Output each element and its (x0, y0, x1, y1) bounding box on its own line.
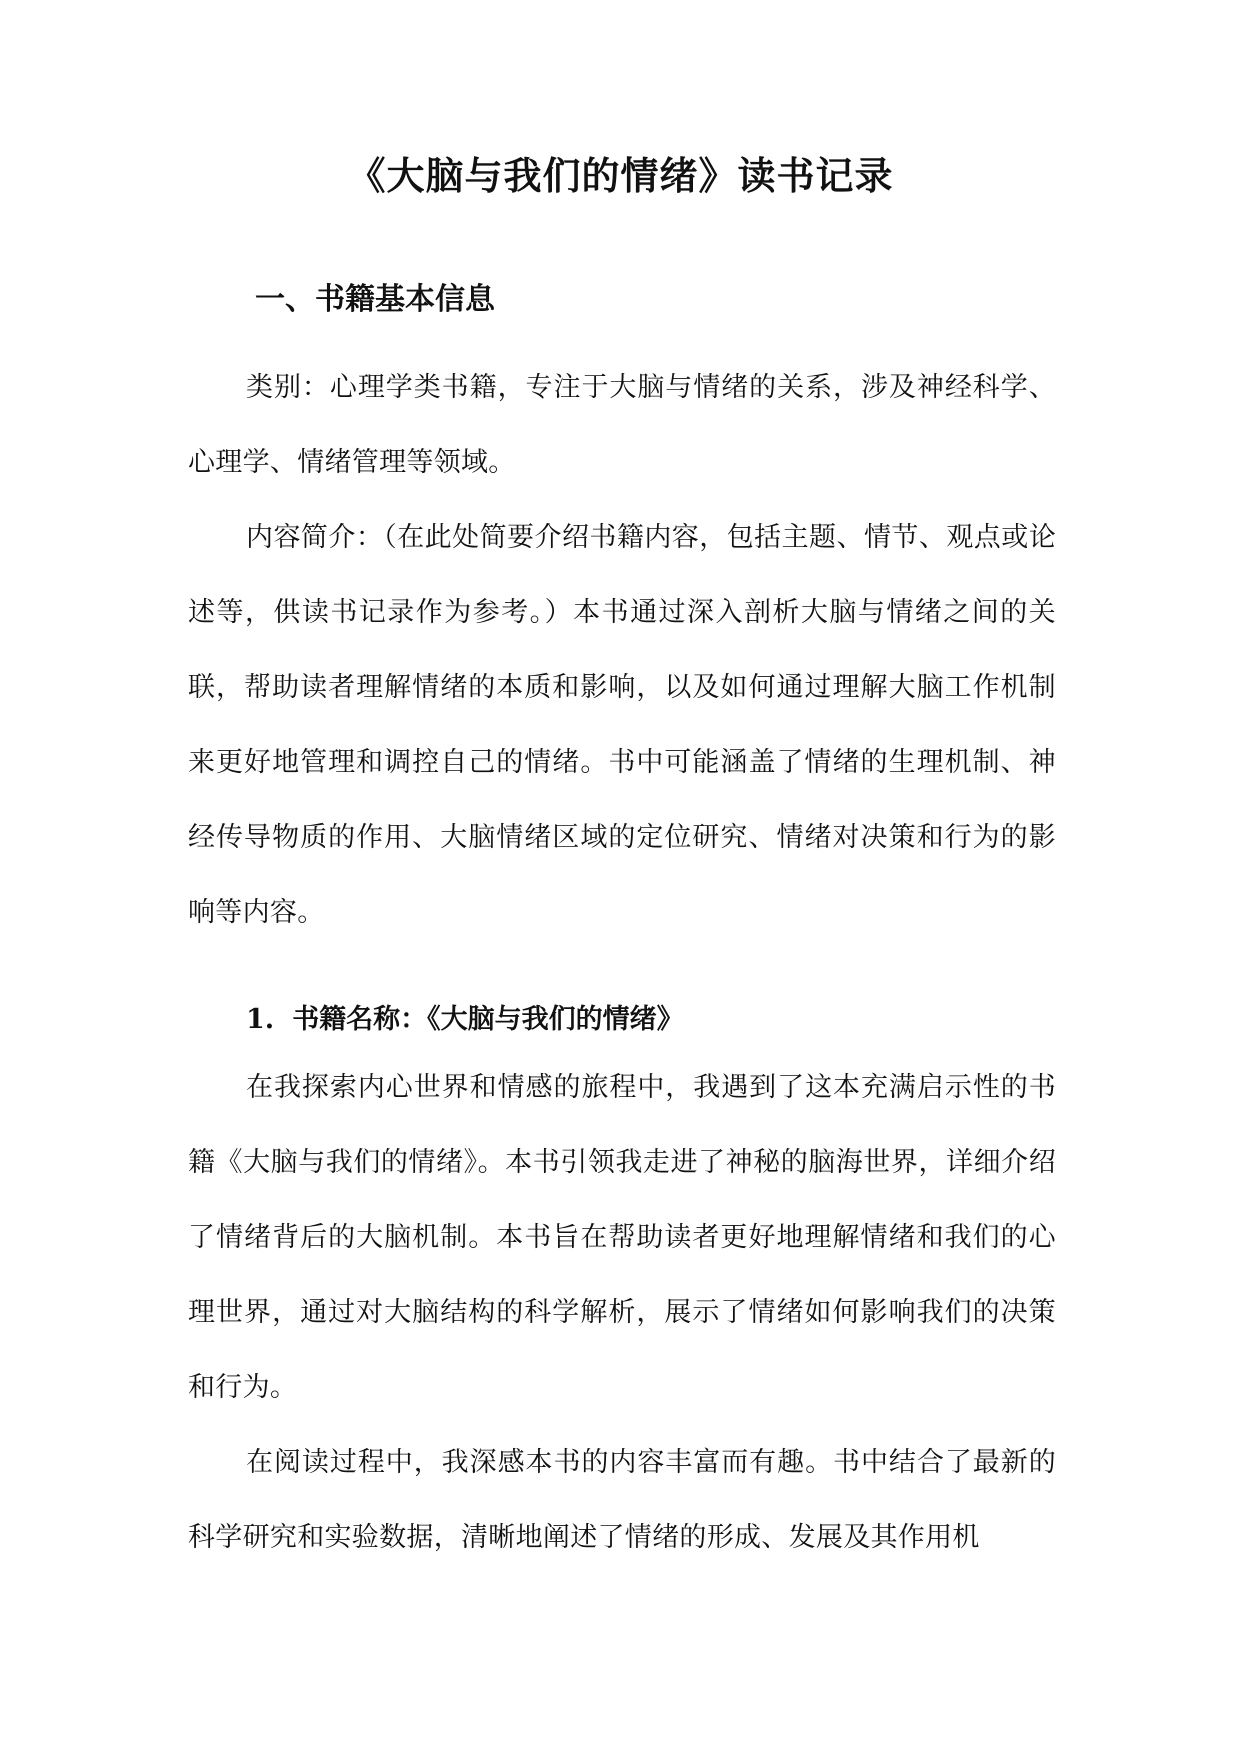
document-title: 《大脑与我们的情绪》读书记录 (347, 153, 894, 198)
paragraph-summary: 内容简介：（在此处简要介绍书籍内容，包括主题、情节、观点或论述等，供读书记录作为参考。）本书通过深入剖析大脑与情绪之间的关联，帮助读者理解情绪的本质和影响，以及如何通过理解大脑工作机制来更好地管理和调控自己的情绪。书中可能涵盖了情绪的生理机制、神经传导物质的作用、大脑情绪区域的定位研究、情绪对决策和行为的影响等内容。 (188, 522, 1056, 928)
paragraph-intro: 在我探索内心世界和情感的旅程中，我遇到了这本充满启示性的书籍《大脑与我们的情绪》。本书引领我走进了神秘的脑海世界，详细介绍了情绪背后的大脑机制。本书旨在帮助读者更好地理解情绪和我们的心理世界，通过对大脑结构的科学解析，展示了情绪如何影响我们的决策和行为。 (188, 1072, 1056, 1403)
subsection-heading-book-name (246, 1000, 684, 1040)
section-heading-basic-info: 一、书籍基本信息 (255, 282, 495, 317)
subsection-number: 1. (246, 1004, 275, 1035)
subsection-heading-text: 书籍名称：《大脑与我们的情绪》 (292, 1004, 684, 1035)
paragraph-reading: 在阅读过程中，我深感本书的内容丰富而有趣。书中结合了最新的科学研究和实验数据，清晰地阐述了情绪的形成、发展及其作用机 (188, 1447, 1056, 1553)
paragraph-category: 类别：心理学类书籍，专注于大脑与情绪的关系，涉及神经科学、心理学、情绪管理等领域。 (188, 372, 1056, 478)
